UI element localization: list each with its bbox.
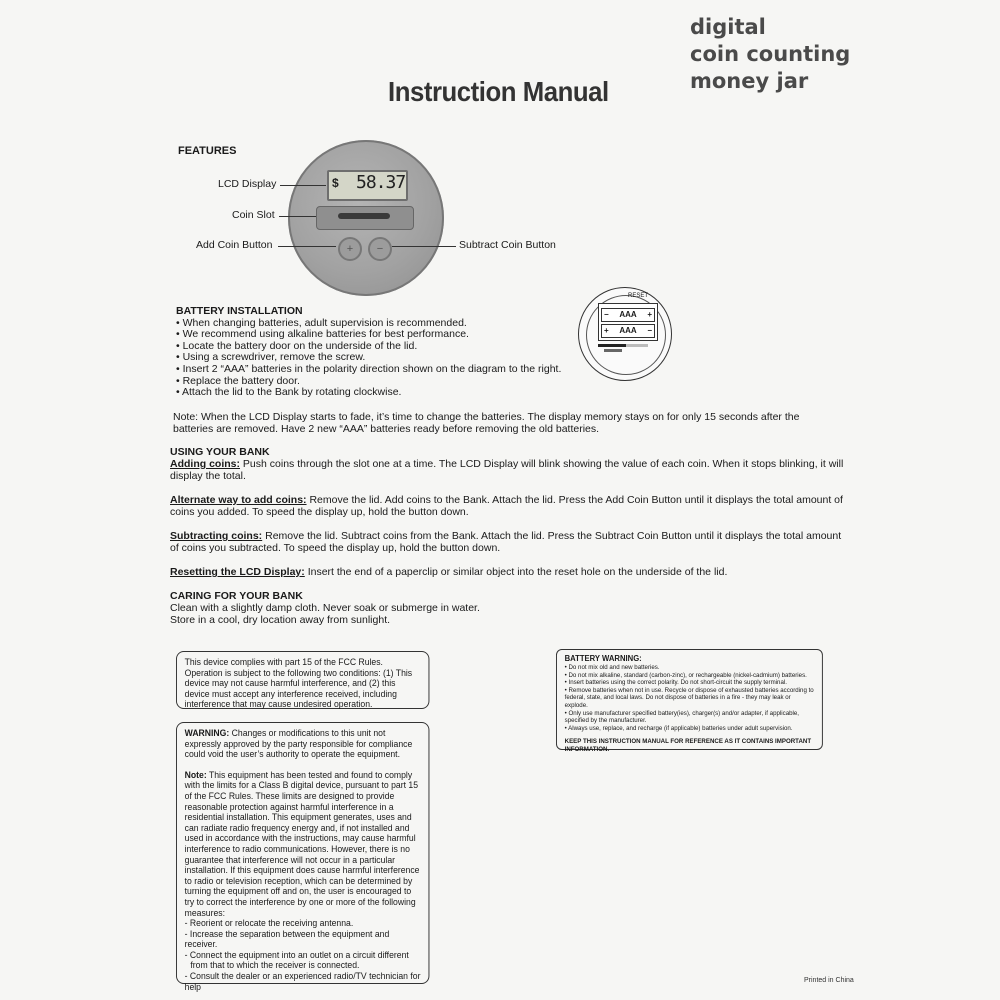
product-title-line-3: money jar [690, 69, 809, 93]
using-your-bank-section [170, 446, 850, 626]
battery-installation-section [176, 306, 561, 399]
alternate-add-text: Remove the lid. Add coins to the Bank. Attach the lid. Press the Add Coin Button until it displays the total amount of coins you added. To speed the display up, hold the button down. [170, 494, 843, 518]
battery-installation-heading: BATTERY INSTALLATION [176, 305, 303, 317]
reset-label: RESET [628, 293, 649, 299]
resetting-paragraph [170, 566, 850, 578]
battery-warning-item: • Do not mix old and new batteries. [564, 664, 660, 671]
battery-warning-box [556, 649, 823, 753]
note-paragraph [185, 770, 421, 918]
cell-1-plus: + [647, 310, 652, 319]
lcd-dollar-sign: $ [332, 176, 339, 190]
battery-warning-item: • Always use, replace, and recharge (if applicable) batteries under adult supervision. [564, 724, 793, 732]
subtracting-coins-paragraph [170, 530, 850, 554]
add-coin-leader-line [278, 246, 336, 247]
adding-coins-text: Push coins through the slot one at a time. The LCD Display will blink showing the value of each coin. When it stops blinking, it will display the total. [170, 458, 844, 482]
alternate-add-label: Alternate way to add coins: [170, 494, 307, 506]
product-title-line-1: digital [690, 15, 766, 39]
battery-warning-item: • Do not mix alkaline, standard (carbon-zinc), or rechargeable (nickel-cadmium) batteries. [564, 671, 807, 679]
subtract-coin-button-label: Subtract Coin Button [459, 239, 556, 251]
battery-warning-item: • Insert batteries using the correct polarity. Do not short-circuit the supply terminal. [564, 679, 787, 687]
product-title [690, 14, 980, 95]
lcd-value: 58.37 [356, 172, 406, 193]
lcd-display-leader-line [280, 185, 326, 186]
features-heading: FEATURES [178, 145, 237, 157]
alternate-add-paragraph [170, 494, 850, 518]
coin-slot-leader-line [279, 216, 316, 217]
add-coin-button-label: Add Coin Button [196, 239, 273, 251]
battery-step: • Replace the battery door. [176, 374, 300, 387]
cell-1-label: AAA [619, 310, 637, 319]
manual-title: Instruction Manual [388, 76, 609, 107]
cell-2-label: AAA [619, 326, 637, 335]
cell-1-minus: − [604, 310, 609, 319]
subtracting-coins-label: Subtracting coins: [170, 530, 263, 542]
lcd-display-label: LCD Display [218, 178, 277, 190]
resetting-label: Resetting the LCD Display: [170, 566, 305, 578]
battery-step: • When changing batteries, adult supervision is recommended. [176, 316, 467, 329]
fcc-compliance-box: This device complies with part 15 of the FCC Rules. Operation is subject to the following two conditions: (1) This device may not cause harmful interference, and (2) this device must accept any interference received, including interference that may cause undesired operation. [176, 651, 429, 709]
caring-heading: CARING FOR YOUR BANK [170, 590, 303, 602]
battery-warning-item: • Only use manufacturer specified battery(ies), charger(s) and/or adapter, if applicable, specified by the manufacturer. [564, 709, 800, 725]
note-text: This equipment has been tested and found to comply with the limits for a Class B digital device, pursuant to part 15 of the FCC Rules. These limits are designed to provide reasonable protection against harmful interference in a residential installation. This equipment generates, uses and can radiate radio frequency energy and, if not installed and used in accordance with the instructions, may cause harmful interference to radio communications. However, there is no guarantee that interference will not occur in a particular installation. If this equipment does cause harmful interference to radio or television reception, which can be determined by turning the equipment off and on, the user is encouraged to try to correct the interference by one or more of the following measures: [184, 769, 420, 918]
battery-step: • Insert 2 “AAA” batteries in the polarity direction shown on the diagram to the right. [176, 362, 562, 375]
warning-paragraph [185, 728, 421, 760]
battery-cell-2 [601, 324, 655, 338]
measure-item: - Connect the equipment into an outlet on a circuit different from that to which the receiver is connected. [184, 949, 409, 971]
using-heading: USING YOUR BANK [170, 446, 270, 458]
battery-warning-footer: KEEP THIS INSTRUCTION MANUAL FOR REFERENCE AS IT CONTAINS IMPORTANT INFORMATION. [564, 738, 812, 753]
measure-item: - Increase the separation between the equipment and receiver. [184, 928, 390, 950]
battery-strip-mid [604, 349, 622, 352]
battery-strip-dark [598, 344, 626, 347]
resetting-text: Insert the end of a paperclip or similar object into the reset hole on the underside of the lid. [304, 566, 728, 578]
printed-in-china: Printed in China [804, 977, 854, 984]
battery-note: Note: When the LCD Display starts to fade, it’s time to change the batteries. The display memory stays on for only 15 seconds after the batteries are removed. Have 2 new “AAA” batteries ready before removing the old batteries. [173, 411, 800, 435]
subtracting-coins-text: Remove the lid. Subtract coins from the Bank. Attach the lid. Press the Subtract Coin Button until it displays the total amount of coins you subtracted. To speed the display up, hold the button down. [170, 530, 842, 554]
battery-step: • Attach the lid to the Bank by rotating clockwise. [176, 386, 402, 399]
battery-step: • Using a screwdriver, remove the screw. [176, 351, 366, 364]
warning-label: WARNING: [184, 728, 230, 738]
adding-coins-paragraph [170, 458, 850, 482]
product-title-line-2: coin counting [690, 42, 851, 66]
subtract-coin-leader-line [392, 246, 456, 247]
measure-item: - Consult the dealer or an experienced radio/TV technician for help [184, 971, 421, 992]
battery-warning-item: • Remove batteries when not in use. Recycle or dispose of exhausted batteries according to federal, state, and local laws. Do not dispose of batteries in a fire - they may leak or explode. [564, 686, 814, 709]
battery-step: • Locate the battery door on the underside of the lid. [176, 339, 418, 352]
add-coin-button-icon: + [338, 237, 362, 261]
subtract-coin-button-icon: − [368, 237, 392, 261]
measure-item: - Reorient or relocate the receiving antenna. [184, 918, 354, 929]
coin-slot-label: Coin Slot [232, 209, 275, 221]
adding-coins-label: Adding coins: [170, 458, 240, 470]
battery-cell-1 [601, 308, 655, 322]
caring-line: Clean with a slightly damp cloth. Never soak or submerge in water. [170, 602, 480, 614]
cell-2-minus: − [647, 326, 652, 335]
caring-line: Store in a cool, dry location away from sunlight. [170, 614, 391, 626]
battery-strip-light [626, 344, 648, 347]
fcc-warning-box [176, 722, 429, 992]
coin-slot-opening [338, 213, 390, 219]
note-label: Note: [184, 769, 207, 780]
battery-step: • We recommend using alkaline batteries for best performance. [176, 328, 469, 341]
cell-2-plus: + [604, 326, 609, 335]
battery-warning-heading: BATTERY WARNING: [564, 654, 642, 663]
warning-text: Changes or modifications to this unit not expressly approved by the party responsible for compliance could void the user’s authority to operate the equipment. [184, 728, 413, 760]
